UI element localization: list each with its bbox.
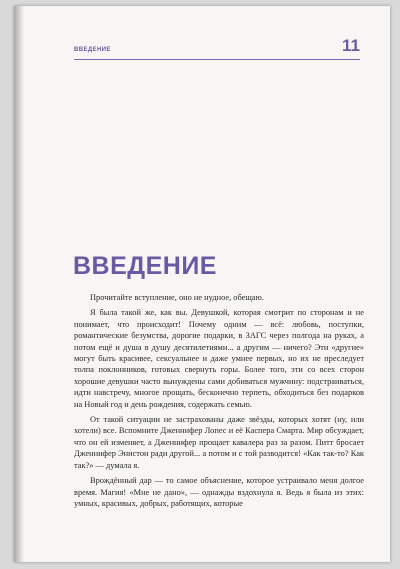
- paragraph: Прочитайте вступление, оно не нудное, обещаю.: [90, 293, 264, 302]
- chapter-title: ВВЕДЕНИЕ: [73, 252, 217, 280]
- header-divider: [74, 59, 360, 60]
- paragraph: Я была такой же, как вы. Девушкой, которая смотрит по сторонам и не понимает, что происходит! Почему одним — всё: любовь, поступки, романтические безумства, дорогие подарки, в ЗАГС через полгода на руках, а потом ещё и душа в душу десятилетиями... а другим — ничего? Эти «другие» могут быть красивее, сексуальнее и даже умнее первых, но их не преследует толпа поклонников, готовых свернуть горы. Более того, эти со всех сторон хорошие девушки часто вынуждены сами добиваться мужчину: подстраиваться, идти навстречу, многое прощать, бесконечно терпеть, обходиться без подарков на Новый год и день рождения, содержать семью.: [74, 308, 364, 409]
- paragraph: От такой ситуации не застрахованы даже звёзды, которых хотят (ну, или хотели) все. Вспомните Дженнифер Лопес и её Каспера Смарта. Мир обсуждает, что он ей изменяет, а Дженнифер прощает кавалера раз за разом. Питт бросает Дженнифер Энистон ради другой... а потом и с той разводится! «Как так-то? Как так?» — думала я.: [74, 415, 364, 470]
- body-text: [74, 292, 364, 513]
- paragraph: Врождённый дар — то самое объяснение, которое устраивало меня долгое время. Магия! «Мне не дано», — однажды вздохнула я. Ведь я была из этих: умных, красивых, добрых, работящих, которые: [74, 476, 364, 508]
- running-header: ВВЕДЕНИЕ: [74, 47, 111, 53]
- page-number: 11: [342, 36, 360, 55]
- book-page: [14, 6, 390, 562]
- page-gutter-shadow: [14, 6, 24, 562]
